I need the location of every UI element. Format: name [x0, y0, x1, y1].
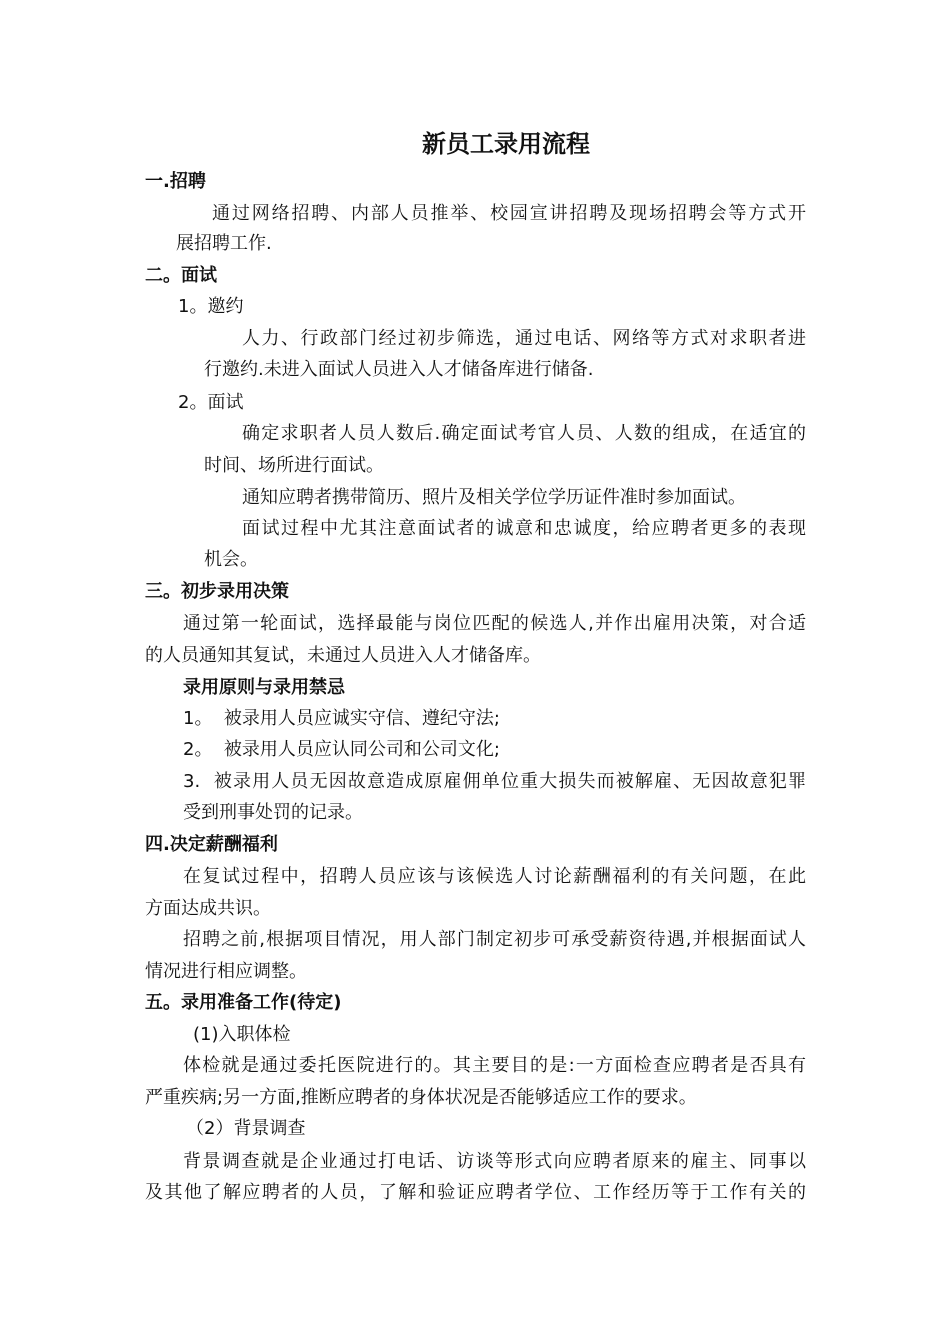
paragraph-line: 通过第一轮面试，选择最能与岗位匹配的候选人,并作出雇用决策，对合适 [183, 613, 806, 634]
paragraph-line: 及其他了解应聘者的人员，了解和验证应聘者学位、工作经历等于工作有关的 [145, 1182, 806, 1203]
list-item: 3. 被录用人员无因故意造成原雇佣单位重大损失而被解雇、无因故意犯罪 [183, 771, 806, 792]
paragraph-line: 人力、行政部门经过初步筛选，通过电话、网络等方式对求职者进 [242, 328, 806, 349]
paragraph-line: 体检就是通过委托医院进行的。其主要目的是:一方面检查应聘者是否具有 [183, 1055, 806, 1076]
paragraph-line: 时间、场所进行面试。 [204, 455, 384, 476]
section-heading-preparation: 五。录用准备工作(待定) [145, 992, 342, 1013]
paragraph-line: 方面达成共识。 [145, 898, 271, 919]
paragraph-line: 面试过程中尤其注意面试者的诚意和忠诚度，给应聘者更多的表现 [242, 518, 806, 539]
paragraph-line: 的人员通知其复试，未通过人员进入人才储备库。 [145, 645, 541, 666]
paragraph-line: 背景调查就是企业通过打电话、访谈等形式向应聘者原来的雇主、同事以 [183, 1151, 806, 1172]
paragraph-line: 行邀约.未进入面试人员进入人才储备库进行储备. [204, 359, 594, 380]
section-heading-recruitment: 一.招聘 [145, 171, 206, 192]
subheading-invitation: 1。邀约 [178, 296, 244, 317]
paragraph-line: 在复试过程中，招聘人员应该与该候选人讨论薪酬福利的有关问题，在此 [183, 866, 806, 887]
section-heading-initial-decision: 三。初步录用决策 [145, 581, 289, 602]
paragraph-line: 招聘之前,根据项目情况，用人部门制定初步可承受薪资待遇,并根据面试人 [183, 929, 806, 950]
paragraph-line: 严重疾病;另一方面,推断应聘者的身体状况是否能够适应工作的要求。 [145, 1087, 697, 1108]
subheading-medical-exam: (1)入职体检 [193, 1024, 291, 1045]
section-heading-interview: 二。面试 [145, 265, 217, 286]
list-item-continuation: 受到刑事处罚的记录。 [183, 802, 363, 823]
paragraph-line: 确定求职者人员人数后.确定面试考官人员、人数的组成，在适宜的 [242, 423, 806, 444]
list-item: 2。 被录用人员应认同公司和公司文化; [183, 739, 500, 760]
list-item: 1。 被录用人员应诚实守信、遵纪守法; [183, 708, 500, 729]
section-heading-compensation: 四.决定薪酬福利 [145, 834, 278, 855]
paragraph-line: 展招聘工作. [176, 233, 272, 254]
paragraph-line: 情况进行相应调整。 [145, 961, 307, 982]
subheading-interview: 2。面试 [178, 392, 244, 413]
document-title: 新员工录用流程 [422, 130, 590, 158]
subheading-hiring-principles: 录用原则与录用禁忌 [183, 677, 345, 698]
subheading-background-check: （2）背景调查 [186, 1118, 306, 1139]
paragraph-line: 通过网络招聘、内部人员推举、校园宣讲招聘及现场招聘会等方式开 [212, 203, 806, 224]
paragraph-line: 机会。 [204, 549, 258, 570]
paragraph-line: 通知应聘者携带简历、照片及相关学位学历证件准时参加面试。 [242, 487, 746, 508]
